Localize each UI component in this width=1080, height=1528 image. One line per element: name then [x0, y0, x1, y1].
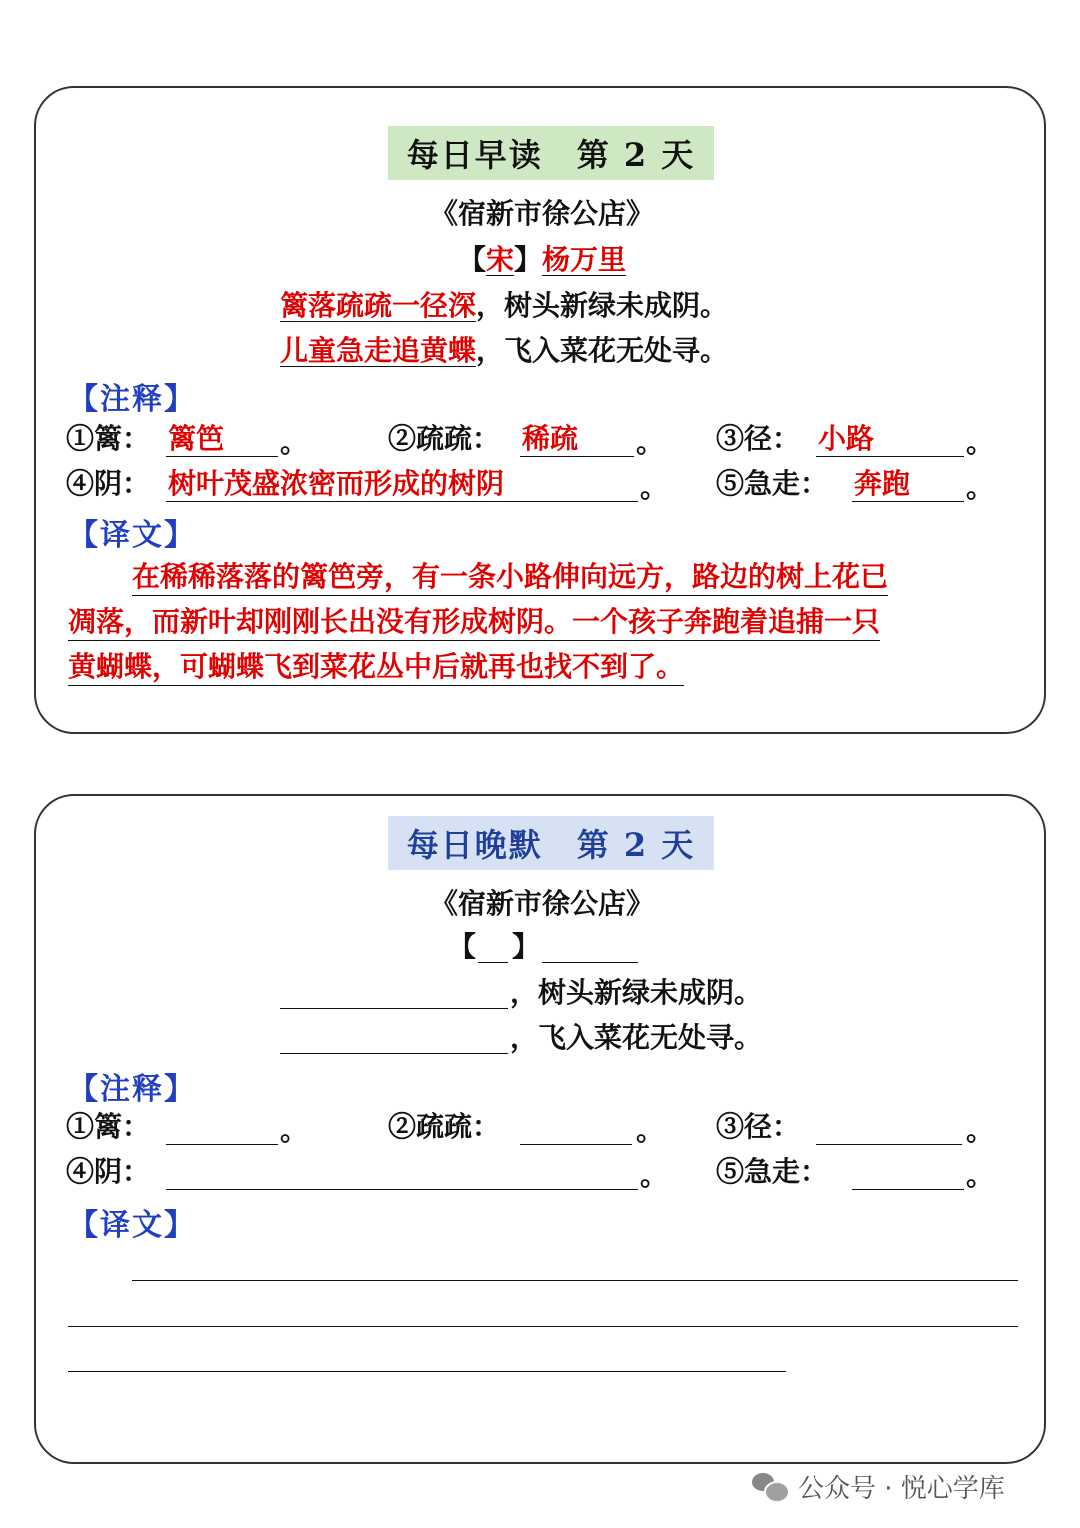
note-2-blank[interactable] — [520, 1144, 632, 1145]
note-2-label: ②疏疏： — [388, 422, 501, 455]
poem-author: 【宋】杨万里 — [457, 243, 627, 276]
translation-blank-3[interactable] — [68, 1371, 786, 1372]
author-open-bracket: 【 — [448, 930, 477, 963]
note-2-end: 。 — [636, 426, 665, 459]
poem-line-1-blank[interactable] — [280, 1008, 508, 1009]
note-3-end: 。 — [966, 1114, 995, 1147]
note-4-label: ④阴： — [66, 1155, 151, 1188]
note-1-blank[interactable] — [166, 1144, 278, 1145]
note-3-label: ③径： — [716, 422, 801, 455]
author-close-bracket: 】 — [512, 930, 541, 963]
note-5-label: ⑤急走： — [716, 467, 829, 500]
translation-blank-2[interactable] — [68, 1326, 1018, 1327]
note-4-label: ④阴： — [66, 467, 151, 500]
note-1-end: 。 — [280, 1114, 309, 1147]
note-3-label: ③径： — [716, 1110, 801, 1143]
poem-line-2: 儿童急走追黄蝶，飞入菜花无处寻。 — [280, 334, 729, 367]
watermark — [752, 1466, 1005, 1506]
note-5-end: 。 — [966, 471, 995, 504]
notes-title: 【注释】 — [68, 1072, 196, 1107]
note-4-blank[interactable] — [166, 1189, 638, 1190]
dynasty: 宋 — [485, 243, 514, 276]
note-2-answer: 稀疏 — [520, 422, 634, 457]
note-3-answer: 小路 — [816, 422, 964, 457]
morning-reading-card — [34, 86, 1046, 734]
translation-blank-1[interactable] — [132, 1280, 1018, 1281]
poem-line-2-blank[interactable] — [280, 1053, 508, 1054]
note-5-answer: 奔跑 — [852, 467, 964, 502]
poem-title: 《宿新市徐公店》 — [429, 887, 654, 920]
poet-blank[interactable] — [542, 962, 638, 963]
note-2-label: ②疏疏： — [388, 1110, 501, 1143]
poet-name: 杨万里 — [542, 243, 627, 276]
note-4-end: 。 — [640, 1159, 669, 1192]
note-1-end: 。 — [280, 426, 309, 459]
note-4-end: 。 — [640, 471, 669, 504]
note-5-label: ⑤急走： — [716, 1155, 829, 1188]
note-5-blank[interactable] — [852, 1189, 964, 1190]
translation-line-1: 在稀稀落落的篱笆旁，有一条小路伸向远方，路边的树上花已 — [132, 560, 888, 596]
note-1-label: ①篱： — [66, 1110, 151, 1143]
note-1-label: ①篱： — [66, 422, 151, 455]
note-5-end: 。 — [966, 1159, 995, 1192]
translation-text — [68, 554, 1018, 689]
evening-dictation-card — [34, 794, 1046, 1464]
translation-line-2: 凋落，而新叶却刚刚长出没有形成树阴。一个孩子奔跑着追捕一只 — [68, 605, 880, 641]
translation-line-3: 黄蝴蝶，可蝴蝶飞到菜花丛中后就再也找不到了。 — [68, 650, 684, 686]
card-header: 每日晚默 第 2 天 — [388, 816, 714, 870]
wechat-icon — [752, 1471, 788, 1501]
note-3-blank[interactable] — [816, 1144, 962, 1145]
poem-line-1: 篱落疏疏一径深，树头新绿未成阴。 — [280, 289, 729, 322]
notes-title: 【注释】 — [68, 382, 196, 417]
poem-title: 《宿新市徐公店》 — [429, 197, 654, 230]
note-3-end: 。 — [966, 426, 995, 459]
note-2-end: 。 — [636, 1114, 665, 1147]
note-1-answer: 篱笆 — [166, 422, 278, 457]
translation-title: 【译文】 — [68, 1208, 196, 1243]
note-4-answer: 树叶茂盛浓密而形成的树阴 — [166, 467, 638, 502]
card-header: 每日早读 第 2 天 — [388, 126, 714, 180]
watermark-text: 公众号 · 悦心学库 — [798, 1473, 1005, 1504]
poem-line-1-rest: ，树头新绿未成阴。 — [510, 976, 763, 1009]
translation-title: 【译文】 — [68, 518, 196, 553]
poem-line-2-rest: ，飞入菜花无处寻。 — [510, 1021, 763, 1054]
dynasty-blank[interactable] — [478, 962, 508, 963]
